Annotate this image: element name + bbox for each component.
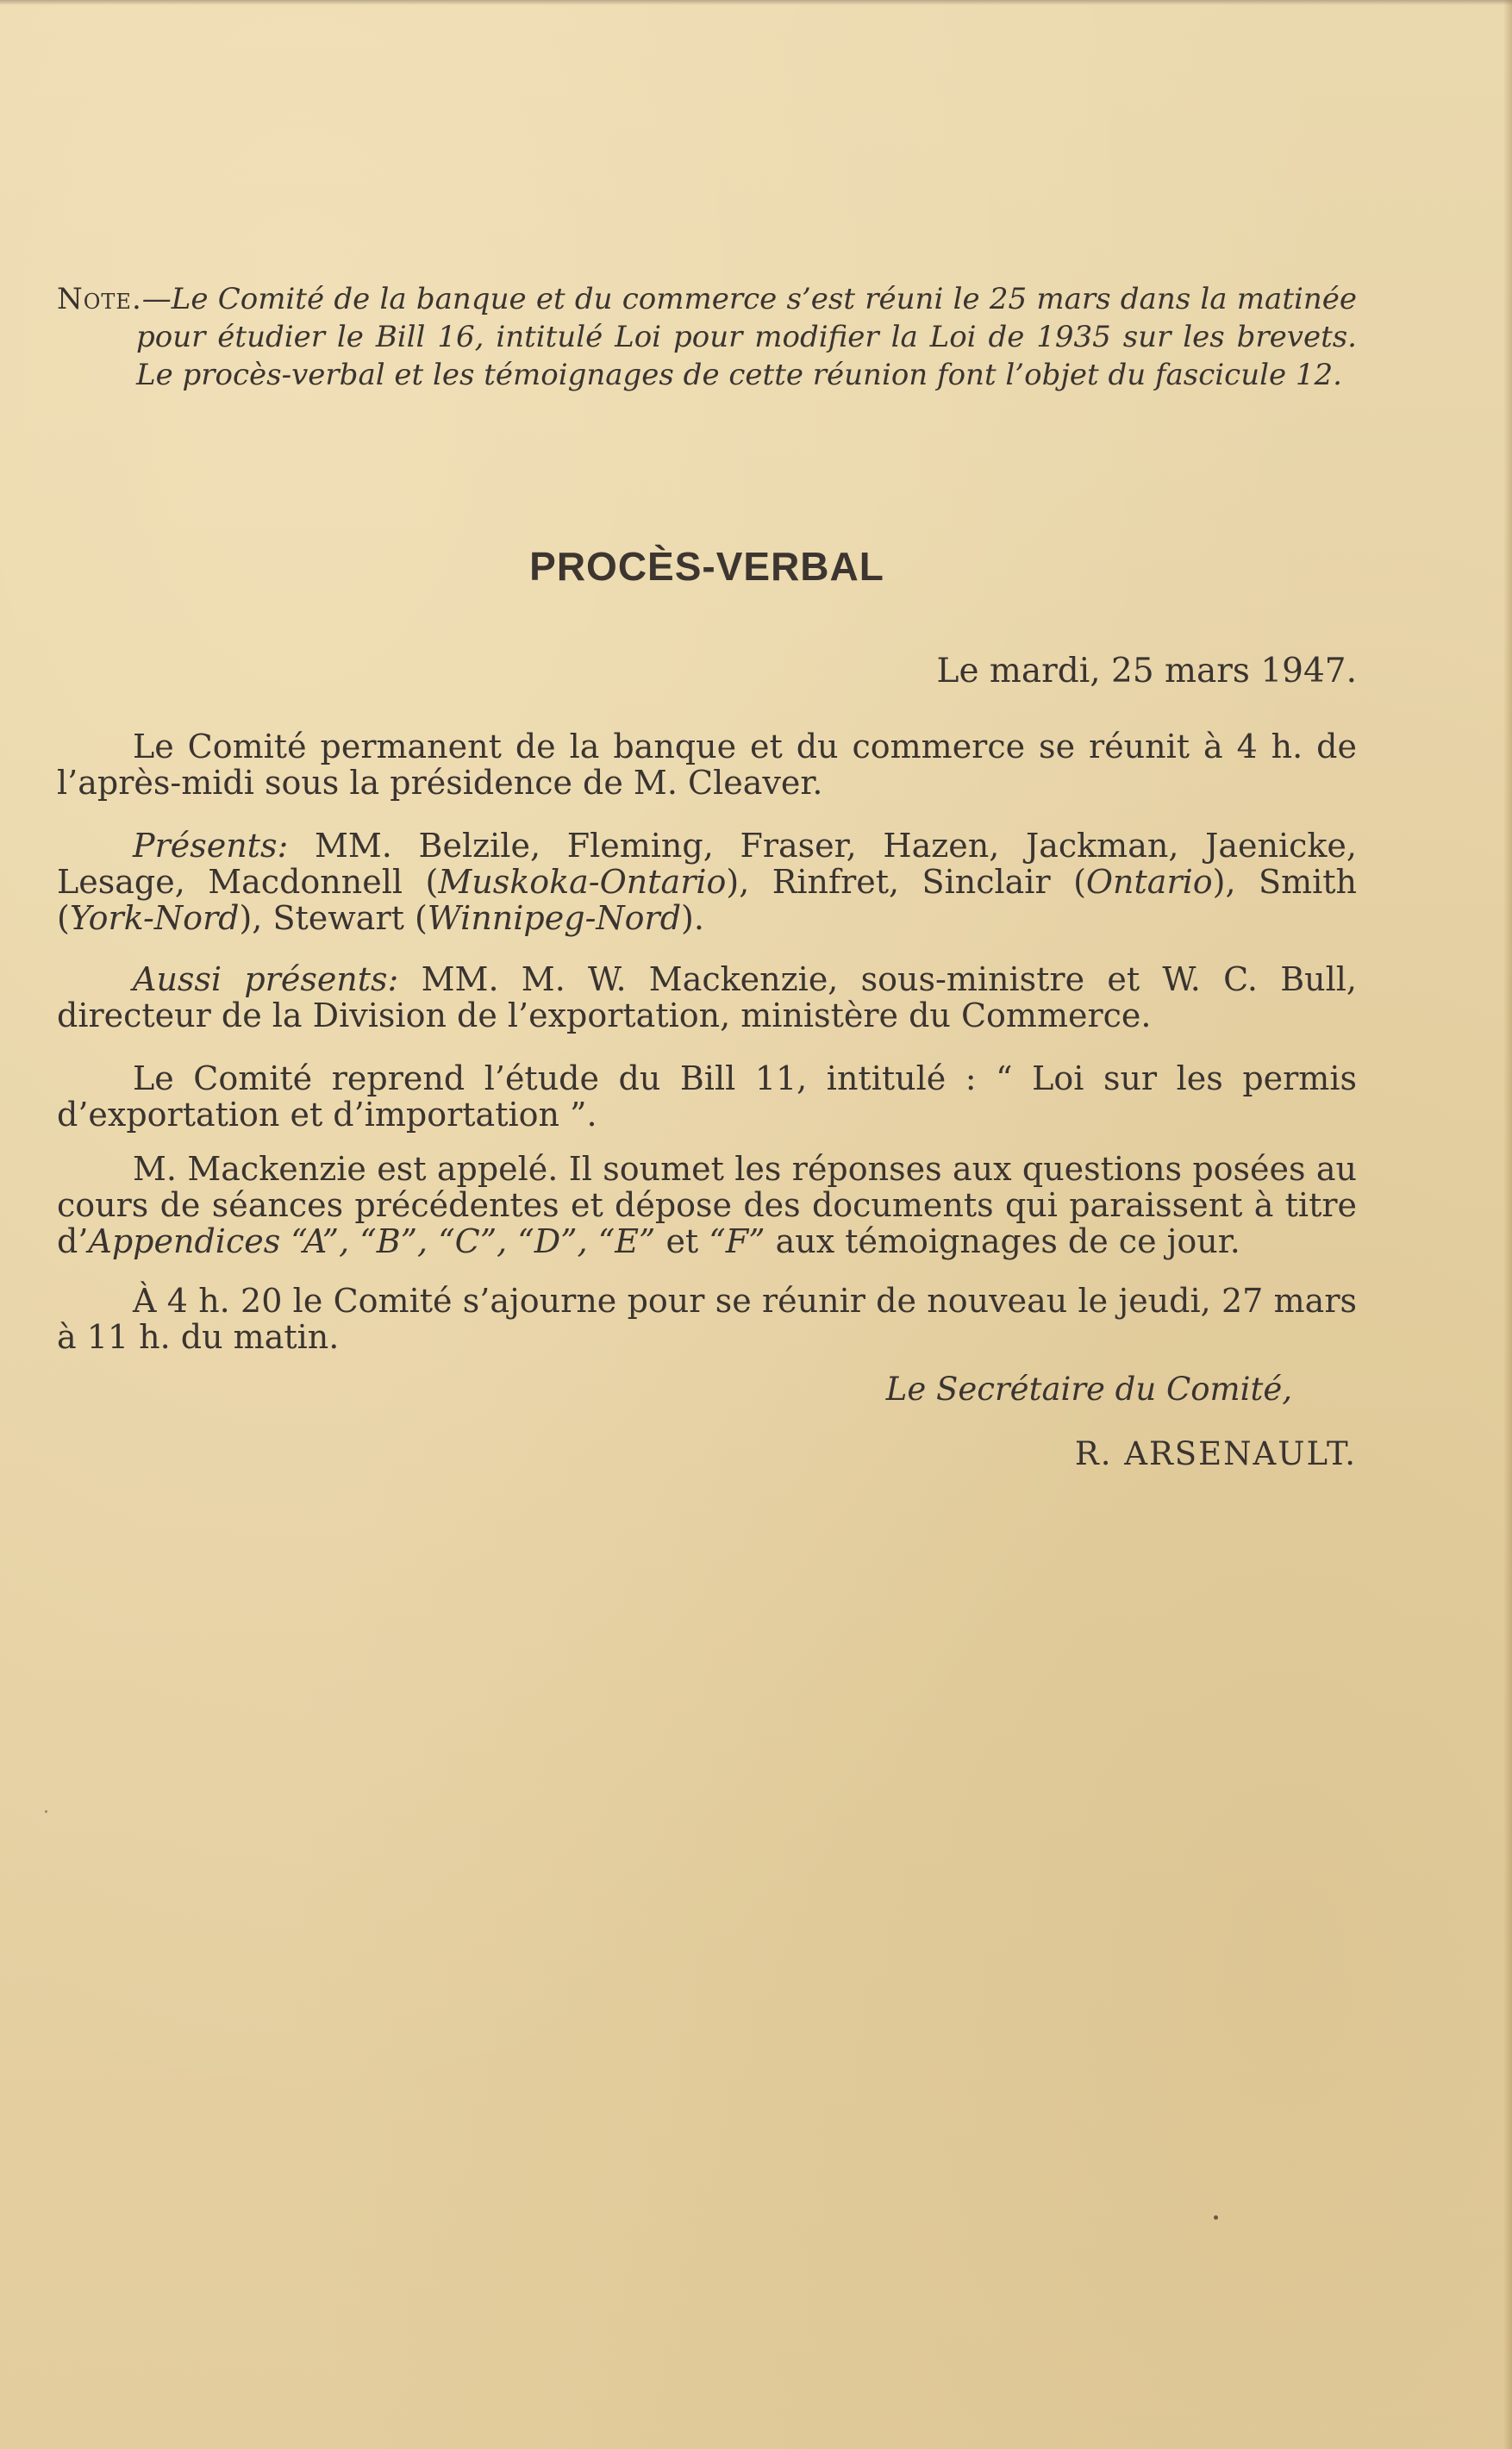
also-present: Aussi présents: MM. M. W. Mackenzie, sous-ministre et W. C. Bull, directeur de la Division de l’exportation, ministère du Commerce. — [57, 960, 1357, 1034]
note-text: —Le Comité de la banque et du commerce s’est réuni le 25 mars dans la matinée pour étudier le Bill 16, intitulé Loi pour modifier la Loi de 1935 sur les brevets. Le procès-verbal et les témoignages de cette réunion font l’objet du fascicule 12. — [136, 282, 1357, 392]
members-present: Présents: MM. Belzile, Fleming, Fraser, Hazen, Jackman, Jaenicke, Lesage, Macdonnell (Muskoka-Ontario), Rinfret, Sinclair (Ontario), Smith (York-Nord), Stewart (Winnipeg-Nord). — [57, 827, 1357, 937]
witness-paragraph: M. Mackenzie est appelé. Il soumet les réponses aux questions posées au cours de séances précédentes et dépose des documents qui paraissent à titre d’Appendices “A”, “B”, “C”, “D”, “E” et “F” aux témoignages de ce jour. — [57, 1150, 1357, 1260]
members-present-label: Présents: — [133, 827, 289, 865]
secretary-title: Le Secrétaire du Comité, — [885, 1371, 1292, 1408]
page-top-edge — [0, 0, 1512, 5]
page-title: PROCÈS-VERBAL — [529, 544, 884, 589]
meeting-date: Le mardi, 25 mars 1947. — [936, 652, 1357, 690]
page-right-edge — [1503, 0, 1512, 2449]
paper-speck — [1214, 2215, 1218, 2220]
bill-study-paragraph: Le Comité reprend l’étude du Bill 11, intitulé : “ Loi sur les permis d’exportation et d’importation ”. — [57, 1059, 1357, 1134]
opening-paragraph: Le Comité permanent de la banque et du commerce se réunit à 4 h. de l’après-midi sous la présidence de M. Cleaver. — [57, 728, 1357, 802]
document-body — [57, 280, 1357, 1472]
secretary-name: R. ARSENAULT. — [1074, 1435, 1357, 1472]
editorial-note — [57, 280, 1357, 394]
also-present-label: Aussi présents: — [133, 960, 399, 998]
note-lead: Note. — [57, 282, 142, 316]
paper-speck — [45, 1810, 47, 1813]
adjournment-paragraph: À 4 h. 20 le Comité s’ajourne pour se réunir de nouveau le jeudi, 27 mars à 11 h. du matin. — [57, 1282, 1357, 1356]
